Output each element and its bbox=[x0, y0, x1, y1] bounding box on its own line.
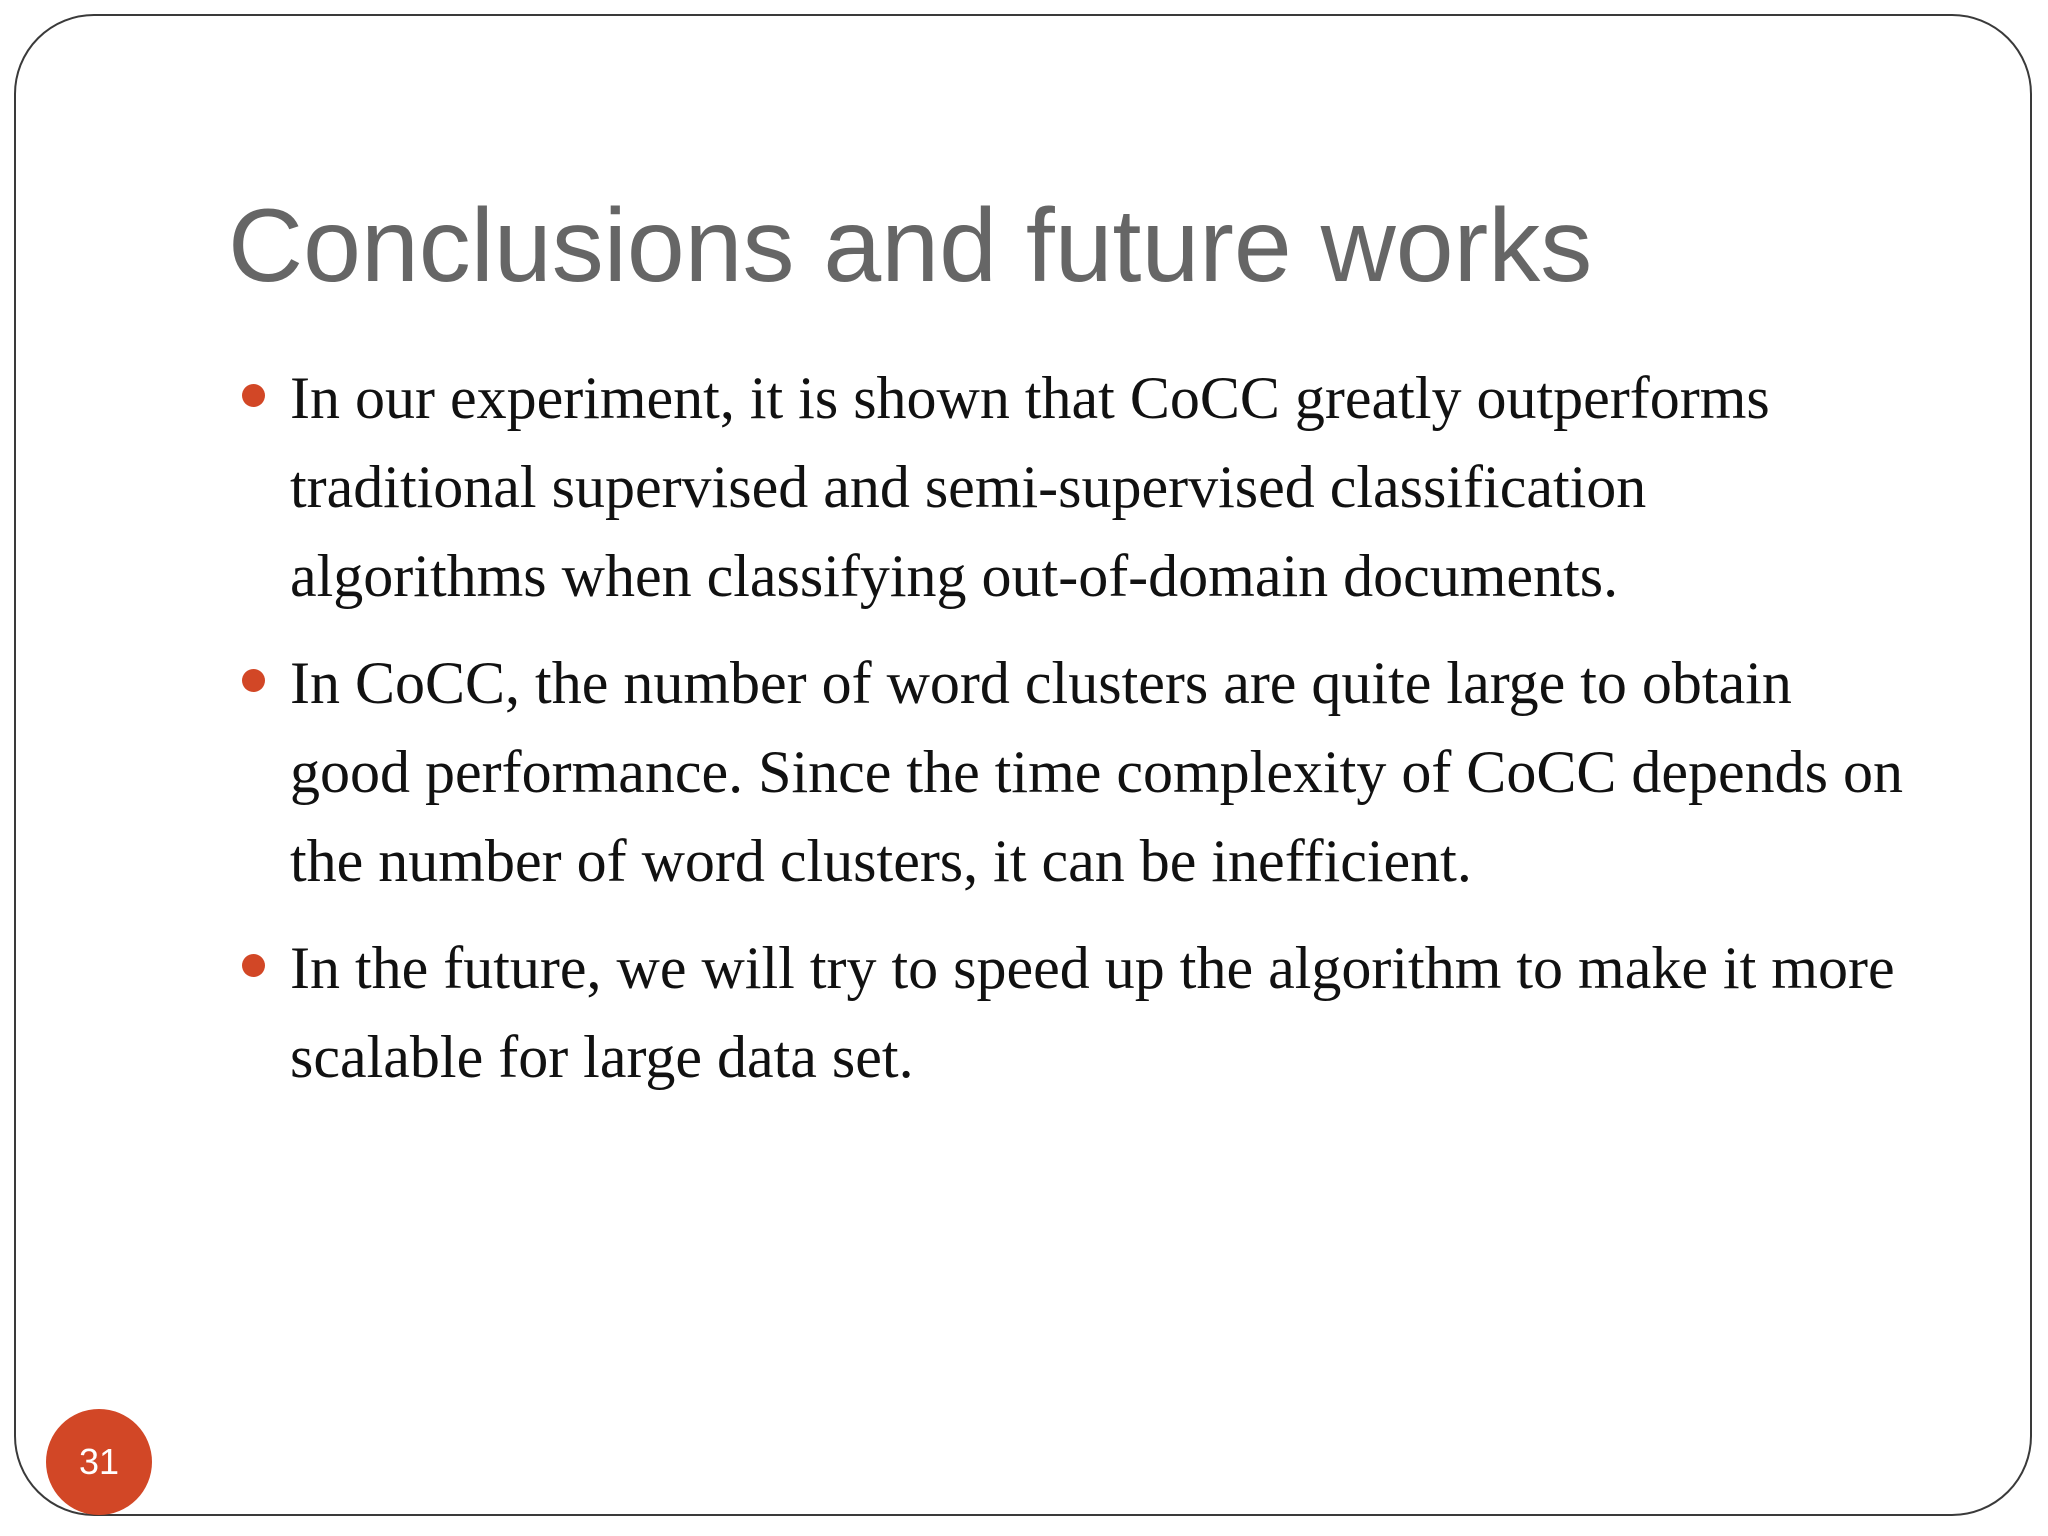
bullet-dot-icon bbox=[242, 384, 265, 407]
bullet-dot-icon bbox=[242, 669, 265, 692]
bullet-dot-icon bbox=[242, 954, 265, 977]
bullet-text: In CoCC, the number of word clusters are quite large to obtain good performance. Since the time complexity of CoCC depends on the number of word clusters, it can be inefficient. bbox=[290, 650, 1903, 894]
bullet-item bbox=[228, 354, 1908, 621]
bullet-item bbox=[228, 639, 1908, 906]
page-number-badge: 31 bbox=[46, 1409, 152, 1515]
bullet-text: In our experiment, it is shown that CoCC greatly outperforms traditional supervised and semi-supervised classification algorithms when classifying out-of-domain documents. bbox=[290, 365, 1770, 609]
slide-title: Conclusions and future works bbox=[228, 188, 1593, 304]
bullet-text: In the future, we will try to speed up the algorithm to make it more scalable for large data set. bbox=[290, 935, 1895, 1090]
bullet-item bbox=[228, 924, 1908, 1102]
slide bbox=[14, 14, 2032, 1516]
bullet-list bbox=[228, 354, 1908, 1120]
